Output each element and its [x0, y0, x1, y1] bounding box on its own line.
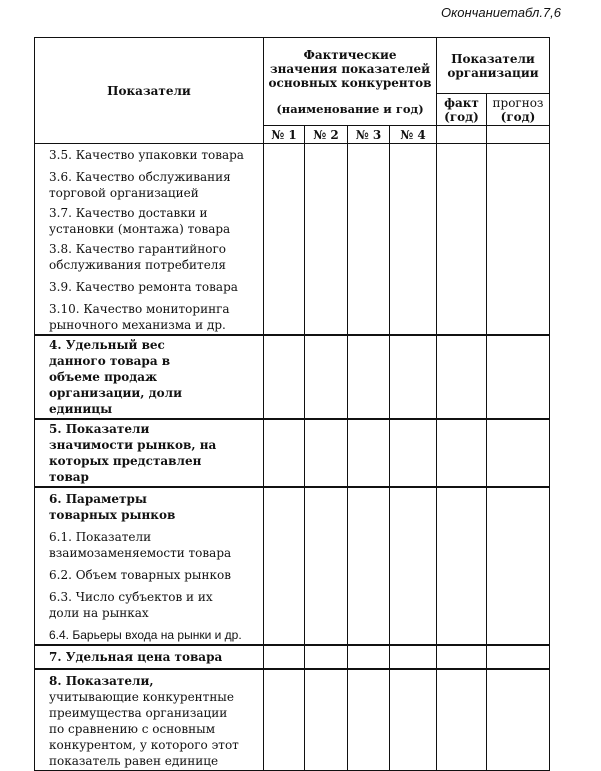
- cell: [437, 335, 487, 419]
- table-row: [35, 419, 550, 487]
- cell: [305, 487, 348, 645]
- header-fact-label: факт: [444, 95, 479, 110]
- header-competitor-4: № 4: [390, 126, 437, 144]
- cell: [487, 335, 550, 419]
- header-forecast-label: прогноз: [492, 95, 544, 110]
- cell: [305, 419, 348, 487]
- item-7: 7. Удельная цена товара: [35, 645, 264, 669]
- cell: [305, 335, 348, 419]
- row-label-3: [35, 144, 264, 336]
- item-3-9: 3.9. Качество ремонта товара: [49, 280, 238, 294]
- table-row: [35, 335, 550, 419]
- header-forecast: [487, 94, 550, 126]
- header-forecast-cell: [487, 126, 550, 144]
- item-5: 5. Показатели значимости рынков, на которых представлен товар: [35, 419, 264, 487]
- cell: [390, 144, 437, 336]
- header-fact-cell: [437, 126, 487, 144]
- header-fact: [437, 94, 487, 126]
- cell: [305, 669, 348, 771]
- table-row: [35, 144, 550, 336]
- header-indicators: Показатели: [35, 38, 264, 144]
- cell: [264, 645, 305, 669]
- cell: [264, 669, 305, 771]
- cell: [487, 645, 550, 669]
- item-6-4: 6.4. Барьеры входа на рынки и др.: [49, 628, 242, 642]
- cell: [348, 335, 390, 419]
- cell: [487, 669, 550, 771]
- cell: [437, 419, 487, 487]
- item-8: 8. Показатели, учитывающие конкурентные преимущества организации по сравнению с основным конкурентом, у которого этот показатель равен единице: [49, 674, 239, 768]
- cell: [348, 487, 390, 645]
- row-label-8: [35, 669, 264, 771]
- header-organization: Показатели организации: [437, 38, 550, 94]
- cell: [264, 335, 305, 419]
- cell: [305, 645, 348, 669]
- item-3-6: 3.6. Качество обслуживания торговой организацией: [49, 170, 231, 200]
- header-competitor-3: № 3: [348, 126, 390, 144]
- cell: [348, 669, 390, 771]
- header-competitors: [264, 38, 437, 126]
- table-row: [35, 645, 550, 669]
- item-6-3: 6.3. Число субъектов и их доли на рынках: [49, 590, 213, 620]
- header-competitors-title: Фактические значения показателей основных конкурентов: [268, 47, 432, 90]
- table-row: [35, 669, 550, 771]
- cell: [390, 487, 437, 645]
- cell: [487, 419, 550, 487]
- cell: [390, 335, 437, 419]
- cell: [390, 669, 437, 771]
- cell: [437, 487, 487, 645]
- cell: [437, 645, 487, 669]
- item-3-7: 3.7. Качество доставки и установки (монтажа) товара: [49, 206, 231, 236]
- cell: [348, 144, 390, 336]
- cell: [264, 144, 305, 336]
- header-forecast-year: (год): [500, 109, 536, 124]
- item-3-10: 3.10. Качество мониторинга рыночного механизма и др.: [49, 302, 230, 332]
- header-competitor-1: № 1: [264, 126, 305, 144]
- header-fact-year: (год): [444, 109, 479, 124]
- item-4: 4. Удельный вес данного товара в объеме продаж организации, доли единицы: [35, 335, 264, 419]
- item-6-2: 6.2. Объем товарных рынков: [49, 568, 231, 582]
- header-competitors-sub: (наименование и год): [276, 101, 424, 116]
- cell: [264, 487, 305, 645]
- table-caption: Окончаниетабл.7,6: [440, 5, 561, 20]
- cell: [390, 645, 437, 669]
- cell: [264, 419, 305, 487]
- header-competitor-2: № 2: [305, 126, 348, 144]
- cell: [390, 419, 437, 487]
- item-6: 6. Параметры товарных рынков: [49, 492, 176, 522]
- cell: [487, 144, 550, 336]
- item-6-1: 6.1. Показатели взаимозаменяемости товара: [49, 530, 232, 560]
- cell: [437, 669, 487, 771]
- item-3-5: 3.5. Качество упаковки товара: [49, 148, 244, 162]
- cell: [348, 419, 390, 487]
- item-3-8: 3.8. Качество гарантийного обслуживания потребителя: [49, 242, 226, 272]
- row-label-6: [35, 487, 264, 645]
- table-row: [35, 487, 550, 645]
- cell: [348, 645, 390, 669]
- cell: [305, 144, 348, 336]
- indicators-table: [34, 37, 550, 771]
- cell: [487, 487, 550, 645]
- cell: [437, 144, 487, 336]
